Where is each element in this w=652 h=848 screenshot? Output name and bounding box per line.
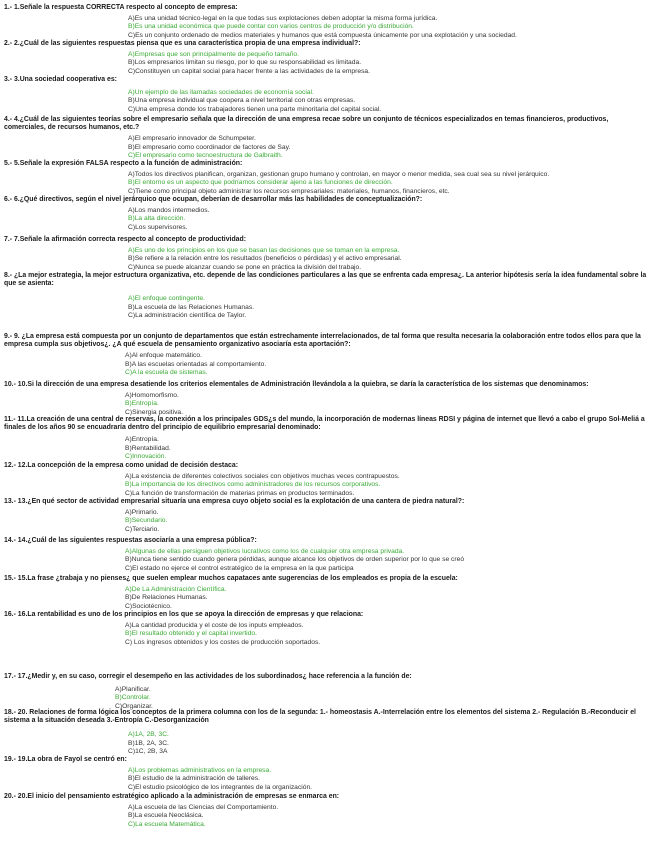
question-block (4, 709, 649, 756)
option-letter: C) (125, 489, 133, 497)
question-text (4, 76, 649, 84)
option-text: Primario. (131, 509, 159, 517)
question-block (4, 462, 649, 498)
option-letter: B) (125, 360, 132, 368)
option-letter: C) (128, 783, 136, 791)
option-letter: C) (128, 67, 136, 75)
option-text: Se refiere a la relación entre los resultados (beneficios o pérdidas) y el activo empresarial. (134, 255, 402, 263)
option-text: El estudio de la administración de talleres. (134, 775, 260, 783)
question-number: 13.- 13. (4, 498, 28, 505)
question-text (4, 575, 649, 583)
option-letter: A) (125, 473, 132, 481)
option-text: Un ejemplo de las llamadas sociedades de economía social. (134, 89, 314, 97)
question-statement: Una sociedad cooperativa es: (19, 76, 117, 83)
answer-option (128, 32, 649, 40)
answer-options (4, 509, 649, 534)
answer-option-correct (128, 89, 649, 97)
option-text: Organizar. (122, 702, 153, 710)
option-letter: C) (125, 564, 133, 572)
answer-option-correct (125, 369, 649, 377)
answer-option-correct (115, 694, 649, 702)
question-number: 8.- (4, 272, 14, 279)
question-number: 16.- 16. (4, 611, 28, 618)
question-number: 5.- 5. (4, 160, 20, 167)
question-text (4, 160, 649, 168)
question-text (4, 236, 649, 244)
answer-option (128, 255, 649, 263)
question-statement: ¿La mejor estrategia, la mejor estructura organizativa, etc. depende de las condiciones particulares a las que se enfrenta cada empresa¿. La anterior hipótesis sería la idea fundamental sobre la que se asienta: (4, 272, 647, 288)
answer-option (125, 473, 649, 481)
question-text (4, 709, 649, 725)
answer-options (4, 731, 649, 756)
question-statement: Si la dirección de una empresa desatiende los criterios elementales de Administración llevándola a la quiebra, se daría la característica de los sistemas que denominamos: (27, 381, 589, 388)
answer-option-correct (128, 295, 649, 303)
option-letter: B) (128, 143, 135, 151)
option-text: La escuela Neoclásica. (134, 812, 204, 820)
answer-option (125, 526, 649, 534)
option-text: Los ingresos obtenidos y los costes de producción soportados. (132, 638, 321, 646)
question-number: 20.- 20. (4, 793, 28, 800)
option-letter: C) (128, 311, 136, 319)
option-letter: A) (128, 207, 135, 215)
answer-option (128, 171, 649, 179)
answer-option-correct (125, 548, 649, 556)
question-number: 7.- 7. (4, 236, 20, 243)
answer-options (4, 436, 649, 461)
question-block (4, 673, 649, 711)
option-letter: C) (128, 31, 136, 39)
answer-option-correct (125, 586, 649, 594)
answer-option-correct (125, 630, 649, 638)
question-number: 15.- 15. (4, 575, 28, 582)
option-text: 1B, 2A, 3C. (134, 739, 169, 747)
question-block (4, 793, 649, 829)
answer-option (128, 748, 649, 756)
answer-option (128, 740, 649, 748)
option-text: Controlar. (121, 694, 151, 702)
option-text: La escuela de las Relaciones Humanas. (134, 303, 255, 311)
answer-options (4, 51, 649, 76)
answer-options (4, 804, 649, 829)
option-letter: C) (128, 151, 136, 159)
question-statement: ¿Medir y, en su caso, corregir el desempeño en las actividades de los subordinados¿ hace referencia a la función de: (27, 673, 412, 680)
question-text (4, 196, 649, 204)
option-letter: B) (125, 517, 132, 525)
option-text: Algunas de ellas persiguen objetivos lucrativos como los de cualquier otra empresa privada. (131, 548, 405, 556)
question-number: 3.- 3. (4, 76, 20, 83)
option-text: Empresas que son principalmente de pequeño tamaño. (134, 51, 300, 59)
option-text: Es una unidad técnico-legal en la que todas sus explotaciones deben adoptar la misma forma jurídica. (134, 15, 438, 23)
option-letter: B) (128, 303, 135, 311)
answer-option-correct (128, 821, 649, 829)
option-letter: C) (115, 702, 123, 710)
option-letter: B) (128, 775, 135, 783)
answer-option (125, 361, 649, 369)
answer-option (125, 594, 649, 602)
option-letter: C) (128, 223, 136, 231)
question-text (4, 333, 649, 349)
answer-option-correct (125, 453, 649, 461)
question-text (4, 498, 649, 506)
answer-options (4, 622, 649, 647)
answer-option (125, 352, 649, 360)
question-block (4, 498, 649, 534)
option-text: Los supervisores. (135, 223, 188, 231)
answer-option-correct (128, 247, 649, 255)
option-letter: C) (125, 638, 133, 646)
option-letter: A) (128, 767, 135, 775)
option-text: El estado no ejerce el control estratégico de la empresa en la que participa (132, 564, 354, 572)
option-letter: B) (125, 444, 132, 452)
answer-option-correct (128, 51, 649, 59)
option-letter: A) (128, 15, 135, 23)
answer-option (128, 106, 649, 114)
answer-options (4, 586, 649, 611)
option-letter: C) (125, 408, 133, 416)
option-letter: C) (128, 747, 136, 755)
option-text: Entropía. (131, 436, 159, 444)
option-text: El enfoque contingente. (134, 295, 205, 303)
answer-option (125, 445, 649, 453)
option-letter: A) (128, 135, 135, 143)
option-text: El empresario como coordinador de factores de Say. (134, 143, 291, 151)
option-text: Entropía. (131, 400, 159, 408)
option-letter: C) (128, 820, 136, 828)
answer-option (125, 509, 649, 517)
option-text: Es uno de los principios en los que se basan las decisiones que se toman en la empresa. (134, 247, 400, 255)
option-letter: A) (125, 392, 132, 400)
option-letter: A) (125, 586, 132, 594)
option-text: La función de transformación de materias primas en productos terminados. (132, 489, 355, 497)
answer-option (128, 68, 649, 76)
answer-option-correct (125, 517, 649, 525)
option-text: A la escuela de sistemas. (132, 368, 208, 376)
option-text: La escuela de las Ciencias del Comportamiento. (134, 804, 279, 812)
question-block (4, 756, 649, 792)
option-text: Rentabilidad. (131, 444, 171, 452)
option-letter: A) (125, 352, 132, 360)
answer-option (125, 436, 649, 444)
option-text: Secundario. (131, 517, 168, 525)
answer-option (128, 135, 649, 143)
question-number: 14.- 14. (4, 537, 28, 544)
question-text (4, 462, 649, 470)
answer-options (4, 686, 649, 711)
question-text (4, 4, 649, 12)
option-letter: B) (125, 481, 132, 489)
question-text (4, 756, 649, 764)
option-text: Innovación. (132, 452, 167, 460)
option-letter: A) (128, 51, 135, 59)
question-text (4, 673, 649, 681)
option-text: Los problemas administrativos en la empresa. (134, 767, 272, 775)
option-letter: A) (128, 804, 135, 812)
option-letter: B) (128, 97, 135, 105)
answer-option (128, 188, 649, 196)
answer-options (4, 135, 649, 160)
option-letter: A) (125, 548, 132, 556)
question-block (4, 4, 649, 40)
question-text (4, 793, 649, 801)
option-letter: C) (125, 602, 133, 610)
question-statement: La rentabilidad es uno de los principios en los que se apoya la dirección de empresas y que relaciona: (27, 611, 364, 618)
question-number: 2.- 2. (4, 40, 20, 47)
question-statement: La frase ¿trabaja y no pienses¿ que suelen emplear muchos capataces ante sugerencias de los empleados es propia de la escuela: (27, 575, 458, 582)
option-letter: A) (125, 436, 132, 444)
question-statement: Señale la expresión FALSA respecto a la función de administración: (19, 160, 243, 167)
option-text: El empresario innovador de Schumpeter. (134, 135, 256, 143)
answer-options (4, 207, 649, 232)
option-letter: B) (125, 556, 132, 564)
answer-option (128, 812, 649, 820)
option-text: La existencia de diferentes colectivos sociales con objetivos muchas veces contrapuestos. (131, 473, 400, 481)
question-block (4, 236, 649, 272)
question-number: 1.- 1. (4, 4, 20, 11)
answer-option-correct (125, 400, 649, 408)
answer-option (125, 622, 649, 630)
question-text (4, 611, 649, 619)
answer-option (125, 639, 649, 647)
option-text: Es una unidad económica que puede contar con varios centros de producción y/o distribución. (134, 23, 414, 31)
question-text (4, 40, 649, 48)
option-text: El estudio psicológico de los integrantes de la organización. (135, 783, 313, 791)
answer-options (4, 352, 649, 377)
question-text (4, 416, 649, 432)
option-text: La escuela Matemática. (135, 820, 206, 828)
question-number: 9.- 9. (4, 333, 22, 340)
option-text: Sinergia positiva. (132, 408, 183, 416)
question-number: 11.- 11. (4, 416, 27, 423)
answer-option (125, 490, 649, 498)
question-block (4, 575, 649, 611)
option-text: Es un conjunto ordenado de medios materiales y humanos que está compuesta únicamente por una explotación y una sociedad. (135, 31, 517, 39)
question-statement: ¿La empresa está compuesta por un conjunto de departamentos que están estrechamente interrelacionados, de tal forma que resulta necesaria la colaboración entre todos ellos para que la empresa cumpla sus objetivos¿. ¿A qué escuela de pensamiento organizativo asociaría esta aportación?: (4, 333, 641, 349)
option-letter: A) (125, 509, 132, 517)
option-letter: C) (125, 525, 133, 533)
question-block (4, 611, 649, 647)
option-letter: B) (125, 630, 132, 638)
answer-options (4, 171, 649, 196)
option-letter: C) (128, 105, 136, 113)
answer-option-correct (125, 481, 649, 489)
option-text: A las escuelas orientadas al comportamiento. (131, 360, 267, 368)
question-block (4, 196, 649, 232)
answer-options (4, 392, 649, 417)
option-letter: C) (128, 187, 136, 195)
answer-option (128, 97, 649, 105)
question-number: 18.- 20. (4, 709, 30, 716)
option-letter: A) (125, 622, 132, 630)
question-number: 12.- 12. (4, 462, 28, 469)
option-text: De Relaciones Humanas. (131, 594, 208, 602)
question-block (4, 272, 649, 320)
option-letter: B) (128, 255, 135, 263)
question-number: 10.- 10. (4, 381, 28, 388)
option-text: La administración científica de Taylor. (135, 311, 247, 319)
answer-options (4, 295, 649, 320)
answer-option (128, 264, 649, 272)
option-text: Nunca se puede alcanzar cuando se pone en práctica la división del trabajo. (135, 263, 362, 271)
option-text: La alta dirección. (134, 215, 186, 223)
option-text: Los empresarios limitan su riesgo, por lo que su responsabilidad es limitada. (134, 59, 362, 67)
answer-options (4, 473, 649, 498)
question-number: 6.- 6. (4, 196, 20, 203)
answer-option (128, 304, 649, 312)
option-text: Al enfoque matemático. (131, 352, 202, 360)
option-text: 1C, 2B, 3A (135, 747, 168, 755)
question-block (4, 416, 649, 461)
answer-option (125, 603, 649, 611)
option-letter: B) (125, 594, 132, 602)
option-text: La importancia de los directivos como administradores de los recursos corporativos. (131, 481, 381, 489)
option-letter: C) (125, 452, 133, 460)
question-number: 19.- 19. (4, 756, 28, 763)
answer-options (4, 15, 649, 40)
question-statement: ¿Cuál de las siguientes teorías sobre el empresario señala que la dirección de una empresa recae sobre un conjunto de técnicos especializados en temas financieros, productivos, comerciales, de recursos humanos, etc.? (4, 116, 609, 132)
question-statement: Señale la afirmación correcta respecto al concepto de productividad: (19, 236, 247, 243)
question-block (4, 381, 649, 417)
option-letter: A) (128, 295, 135, 303)
option-letter: A) (128, 731, 135, 739)
option-text: Los mandos intermedios. (134, 207, 210, 215)
answer-option-correct (128, 152, 649, 160)
answer-option (125, 392, 649, 400)
question-statement: ¿Cuál de las siguientes respuestas asociaría a una empresa pública?: (27, 537, 257, 544)
option-text: El entorno es un aspecto que podríamos considerar ajeno a las funciones de dirección. (134, 179, 393, 187)
answer-option-correct (128, 23, 649, 31)
option-letter: B) (128, 179, 135, 187)
question-text (4, 116, 649, 132)
answer-option (125, 565, 649, 573)
option-letter: B) (128, 23, 135, 31)
option-letter: B) (115, 694, 122, 702)
answer-option-correct (128, 179, 649, 187)
option-letter: B) (128, 215, 135, 223)
question-block (4, 160, 649, 196)
answer-options (4, 767, 649, 792)
question-block (4, 333, 649, 377)
option-text: Tiene como principal objeto administrar los recursos empresariales: materiales, humanos, financieros, etc. (135, 187, 450, 195)
option-letter: B) (128, 812, 135, 820)
question-text (4, 272, 649, 288)
answer-option-correct (128, 215, 649, 223)
option-letter: B) (128, 739, 135, 747)
option-letter: A) (128, 89, 135, 97)
answer-option (128, 784, 649, 792)
option-letter: A) (115, 686, 122, 694)
answer-option (128, 207, 649, 215)
question-block (4, 76, 649, 114)
option-text: De La Administración Científica. (131, 586, 227, 594)
question-statement: La creación de una central de reservas, la conexión a los principales GDS¿s del mundo, la incorporación de modernas líneas RDSI y página de internet que llevó a cabo el grupo Sol-Meliá a finales de los años 90 se encuadraría dentro del principio de equilibrio empresarial denominado: (4, 416, 645, 432)
answer-option (128, 312, 649, 320)
option-letter: C) (128, 263, 136, 271)
option-text: Planificar. (121, 686, 151, 694)
option-letter: B) (125, 400, 132, 408)
option-text: Sociotécnico. (132, 602, 172, 610)
option-text: Constituyen un capital social para hacer frente a las actividades de la empresa. (135, 67, 371, 75)
option-letter: A) (128, 247, 135, 255)
question-statement: El inicio del pensamiento estratégico aplicado a la administración de empresas se enmarca en: (27, 793, 340, 800)
question-statement: ¿En qué sector de actividad empresarial situaría una empresa cuyo objeto social es la explotación de una cantera de piedra natural?: (27, 498, 465, 505)
answer-option (128, 144, 649, 152)
option-text: Todos los directivos planifican, organizan, gestionan grupo humano y controlan, en mayor o menor medida, sea cual sea su nivel jerárquico. (134, 171, 550, 179)
question-statement: La obra de Fayol se centró en: (27, 756, 127, 763)
question-block (4, 40, 649, 76)
question-number: 17.- 17. (4, 673, 28, 680)
question-number: 4.- 4. (4, 116, 20, 123)
answer-option (128, 15, 649, 23)
option-text: El empresario como tecnoestructura de Galbraith. (135, 151, 283, 159)
question-statement: ¿Qué directivos, según el nivel jerárquico que ocupan, deberían de desarrollar más las habilidades de conceptualización?: (19, 196, 423, 203)
question-statement: Señale la respuesta CORRECTA respecto al concepto de empresa: (19, 4, 238, 11)
question-statement: La concepción de la empresa como unidad de decisión destaca: (27, 462, 238, 469)
option-text: Nunca tiene sentido cuando genera pérdidas, aunque alcance los objetivos de orden superior por lo que se creó (131, 556, 465, 564)
option-text: 1A, 2B, 3C. (134, 731, 169, 739)
answer-option-correct (128, 767, 649, 775)
option-text: Terciario. (132, 525, 160, 533)
answer-options (4, 548, 649, 573)
question-statement: Relaciones de forma lógica los conceptos de la primera columna con los de la segunda: 1.- homeostasis A.-Interrelación entre los elementos del sistema 2.- Regulación B.-Reconducir el sistema a la situación deseada 3.-Entropía C.-Desorganización (4, 709, 636, 725)
answer-option (128, 775, 649, 783)
question-block (4, 116, 649, 160)
question-text (4, 537, 649, 545)
option-letter: B) (128, 59, 135, 67)
option-letter: C) (125, 368, 133, 376)
answer-options (4, 247, 649, 272)
option-text: Una empresa donde los trabajadores tienen una parte minoritaria del capital social. (135, 105, 382, 113)
answer-option-correct (128, 731, 649, 739)
option-text: Una empresa individual que coopera a nivel territorial con otras empresas. (134, 97, 356, 105)
question-block (4, 537, 649, 573)
question-text (4, 381, 649, 389)
answer-options (4, 89, 649, 114)
answer-option (128, 804, 649, 812)
option-text: El resultado obtenido y el capital invertido. (131, 630, 257, 638)
answer-option (125, 556, 649, 564)
answer-option (128, 224, 649, 232)
option-text: La cantidad producida y el coste de los inputs empleados. (131, 622, 304, 630)
question-statement: ¿Cuál de las siguientes respuestas piensa que es una característica propia de una empresa individual?: (19, 40, 361, 47)
answer-option (115, 686, 649, 694)
option-letter: A) (128, 171, 135, 179)
answer-option (128, 59, 649, 67)
option-text: Homomorfismo. (131, 392, 179, 400)
